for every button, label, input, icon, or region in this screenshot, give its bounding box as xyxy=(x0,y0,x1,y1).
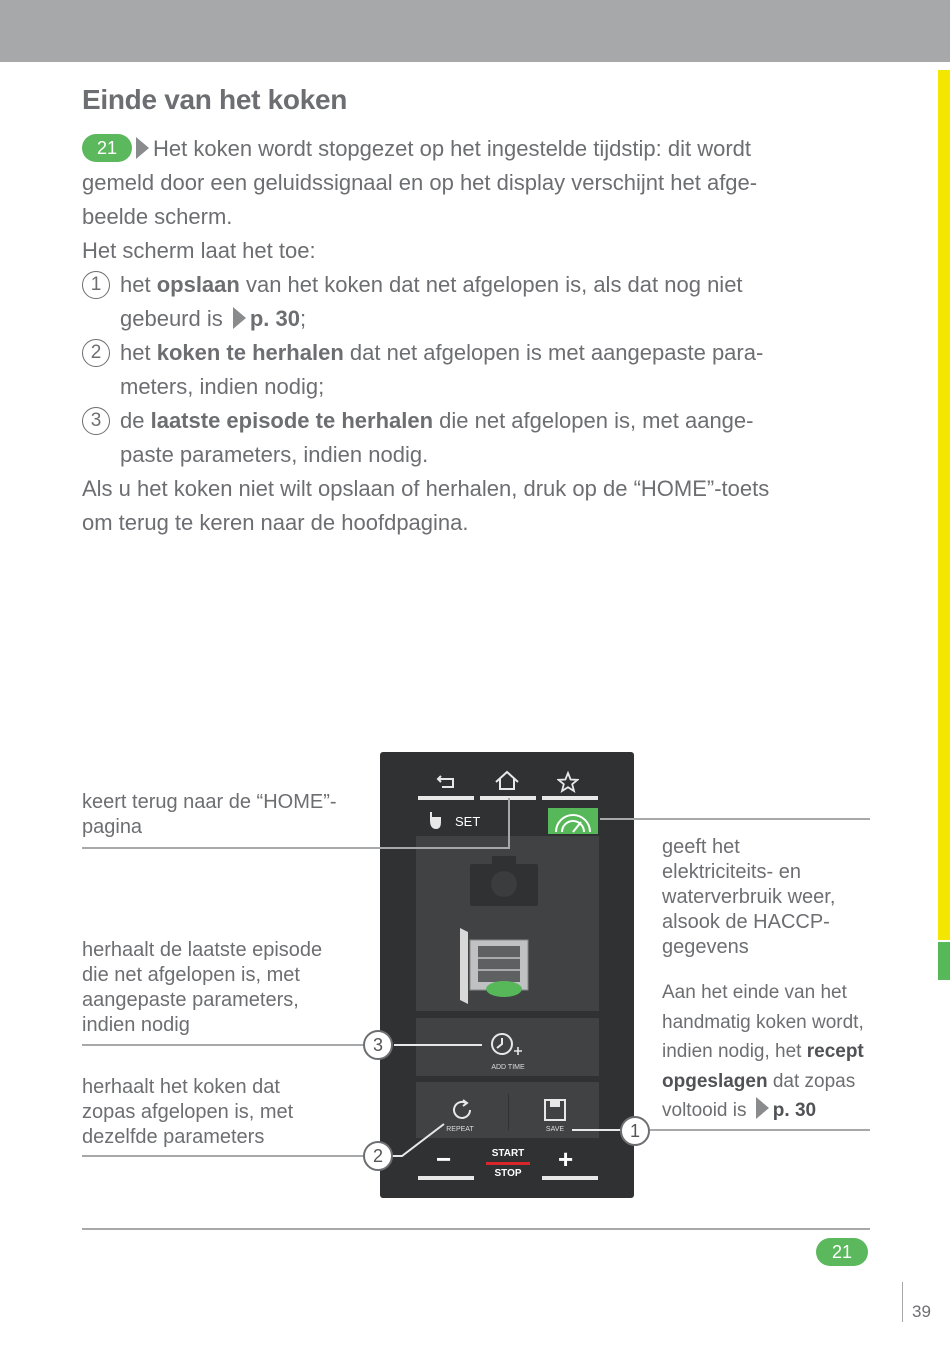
label-line: dat zopas xyxy=(767,1070,856,1092)
back-bar xyxy=(418,796,474,800)
energy-button[interactable] xyxy=(548,808,598,834)
side-tab-yellow xyxy=(938,70,950,940)
label-line: indien nodig, het xyxy=(662,1041,807,1062)
save-disk-icon[interactable] xyxy=(543,1098,567,1122)
label-repeat xyxy=(82,1075,293,1150)
camera-icon[interactable] xyxy=(470,856,538,906)
start-button[interactable]: START xyxy=(491,1148,525,1159)
oven-icon xyxy=(458,926,546,1008)
label-line: gegevens xyxy=(662,936,749,958)
item-text: van het koken dat net afgelopen is, als dat nog niet xyxy=(239,272,743,297)
back-icon[interactable] xyxy=(436,772,458,790)
plus-button[interactable]: + xyxy=(558,1144,574,1174)
start-stop-separator xyxy=(486,1162,530,1165)
save-label: SAVE xyxy=(545,1126,565,1133)
label-episode xyxy=(82,938,322,1038)
plus-bar xyxy=(542,1176,598,1180)
side-tab-green xyxy=(938,942,950,980)
header-bar xyxy=(0,0,950,62)
leader-home xyxy=(82,847,510,849)
leader-home-up xyxy=(508,798,510,849)
footer-divider xyxy=(82,1228,870,1230)
intro-paragraph xyxy=(82,132,872,268)
list-item xyxy=(82,268,872,336)
leader-episode xyxy=(82,1044,364,1046)
label-line: herhaalt het koken dat xyxy=(82,1076,280,1098)
label-line: geeft het xyxy=(662,836,740,858)
label-line: aangepaste parameters, xyxy=(82,989,299,1011)
leader-episode-inner xyxy=(394,1044,482,1046)
repeat-icon[interactable] xyxy=(450,1098,474,1122)
hand-icon xyxy=(426,810,442,830)
callout-2: 2 xyxy=(363,1141,393,1171)
number-circle: 1 xyxy=(82,271,110,299)
list-item xyxy=(82,404,872,472)
page-reference: p. 30 xyxy=(249,306,300,331)
label-bold: recept xyxy=(806,1041,864,1062)
label-home xyxy=(82,790,337,840)
label-bold: opgeslagen xyxy=(662,1070,768,1092)
item-text: gebeurd is xyxy=(120,306,229,331)
star-bar xyxy=(542,796,598,800)
minus-button[interactable]: − xyxy=(436,1144,452,1174)
callout-3: 3 xyxy=(363,1030,393,1060)
page-reference: p. 30 xyxy=(772,1100,817,1121)
item-text: meters, indien nodig; xyxy=(120,374,325,399)
label-line: Aan het einde van het xyxy=(662,982,847,1003)
item-text: de xyxy=(120,408,151,433)
label-line: voltooid is xyxy=(662,1100,752,1121)
label-line: pagina xyxy=(82,816,143,838)
intro-line1: Het koken wordt stopgezet op het ingestelde tijdstip: dit wordt xyxy=(153,136,752,161)
item-bold: laatste episode te herhalen xyxy=(150,408,434,433)
item-text: die net afgelopen is, met aange- xyxy=(433,408,754,433)
label-line: die net afgelopen is, met xyxy=(82,964,300,986)
energy-gauge-icon xyxy=(548,808,598,834)
arrow-icon xyxy=(136,137,149,159)
star-icon[interactable] xyxy=(557,771,579,793)
label-line: indien nodig xyxy=(82,1014,190,1036)
item-text: het xyxy=(120,340,157,365)
item-text: het xyxy=(120,272,157,297)
number-circle: 3 xyxy=(82,407,110,435)
add-time-clock-icon xyxy=(490,1031,526,1059)
label-line: elektriciteits- en xyxy=(662,861,801,883)
label-line: waterverbruik weer, xyxy=(662,886,836,908)
item-text: dat net afgelopen is met aangepaste para- xyxy=(343,340,764,365)
leader-save xyxy=(650,1129,870,1131)
item-bold: koken te herhalen xyxy=(156,340,344,365)
intro-line3: beelde scherm. xyxy=(82,204,233,229)
item-text: paste parameters, indien nodig. xyxy=(120,442,429,467)
leader-save-inner xyxy=(572,1129,622,1131)
page-title: Einde van het koken xyxy=(82,84,348,115)
label-line: dezelfde parameters xyxy=(82,1126,265,1148)
label-recipe xyxy=(662,978,864,1126)
label-line: zopas afgelopen is, met xyxy=(82,1101,294,1123)
leader-repeat-diagonal xyxy=(392,1120,448,1158)
closing-line2: om terug te keren naar de hoofdpagina. xyxy=(82,510,469,535)
number-circle: 2 xyxy=(82,339,110,367)
page-number-divider xyxy=(902,1282,903,1322)
page-number: 39 xyxy=(912,1302,931,1321)
closing-line1: Als u het koken niet wilt opslaan of herhalen, druk op de “HOME”-toets xyxy=(82,476,770,501)
leader-haccp xyxy=(600,818,870,820)
stop-button[interactable]: STOP xyxy=(494,1168,522,1179)
item-bold: opslaan xyxy=(156,272,240,297)
repeat-label: REPEAT xyxy=(446,1126,474,1133)
home-icon[interactable] xyxy=(494,770,520,792)
footer-badge: 21 xyxy=(816,1238,868,1266)
divider xyxy=(508,1094,509,1130)
callout-1: 1 xyxy=(620,1116,650,1146)
add-time-label: ADD TIME xyxy=(491,1064,525,1071)
leader-repeat xyxy=(82,1155,364,1157)
intro-allows: Het scherm laat het toe: xyxy=(82,238,316,263)
label-line: keert terug naar de “HOME”- xyxy=(82,791,337,813)
set-label: SET xyxy=(455,814,481,829)
label-line: herhaalt de laatste episode xyxy=(82,939,323,961)
minus-bar xyxy=(418,1176,474,1180)
intro-line2: gemeld door een geluidssignaal en op het display verschijnt het afge- xyxy=(82,170,758,195)
intro-badge: 21 xyxy=(82,134,132,162)
closing-paragraph xyxy=(82,472,872,540)
label-line: handmatig koken wordt, xyxy=(662,1011,864,1033)
arrow-icon xyxy=(756,1097,769,1119)
label-line: alsook de HACCP- xyxy=(662,911,830,933)
label-haccp xyxy=(662,835,835,960)
item-text: ; xyxy=(300,306,307,331)
arrow-icon xyxy=(233,307,246,329)
list-item xyxy=(82,336,872,404)
